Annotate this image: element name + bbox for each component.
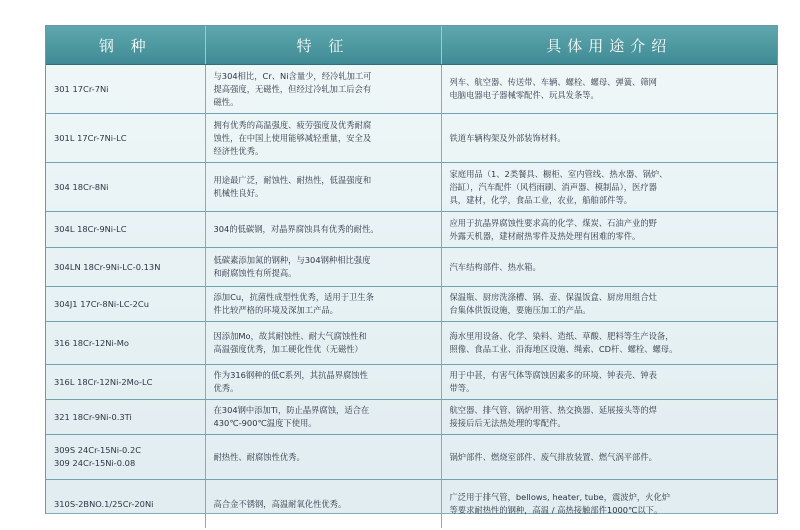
- uses-text: 具，建材，化学，食品工业，农业，船舶部件等。: [449, 194, 633, 205]
- uses-text: 铁道车辆构架及外部装饰材料。: [449, 132, 566, 143]
- features-text: 磁性。: [213, 96, 239, 107]
- header-uses: 具体用途介绍: [441, 26, 777, 65]
- features-cell: [205, 212, 441, 248]
- uses-text: 等要求耐热性的钢种，高温 / 高热接触部件1000℃以下。: [449, 505, 663, 515]
- table-row: [46, 248, 777, 287]
- grade-cell: [46, 114, 205, 163]
- uses-text: 用于中甚，有害气体等腐蚀因素多的环境、钟表壳、钟表: [449, 370, 657, 380]
- grade-text: 304 18Cr-8Ni: [54, 181, 109, 192]
- header-features: 特 征: [205, 26, 441, 65]
- grade-cell: [46, 248, 205, 287]
- uses-text: 海水里用设备、化学、染料、造纸、草酸、肥料等生产设备，: [449, 331, 674, 341]
- grade-text: 316 18Cr-12Ni-Mo: [54, 337, 129, 348]
- uses-cell: [441, 212, 777, 248]
- uses-cell: [441, 365, 777, 400]
- uses-cell: [441, 435, 777, 480]
- features-text: 用途最广泛，耐蚀性、耐热性，低温强度和: [213, 175, 372, 185]
- grade-text: 310S-2BNO.1/25Cr-20Ni: [54, 498, 154, 509]
- features-cell: [205, 480, 441, 529]
- uses-cell: [441, 480, 777, 529]
- uses-cell: [441, 322, 777, 365]
- grade-cell: [46, 287, 205, 322]
- features-text: 耐热性、耐腐蚀性优秀。: [213, 451, 305, 462]
- grade-text: 321 18Cr-9Ni-0.3Ti: [54, 411, 132, 422]
- features-cell: [205, 400, 441, 435]
- features-text: 因添加Mo，故其耐蚀性、耐大气腐蚀性和: [213, 331, 367, 341]
- features-cell: [205, 365, 441, 400]
- features-text: 低碳素添加氮的钢种，与304钢种相比强度: [213, 255, 371, 265]
- table-row: [46, 212, 777, 248]
- grade-cell: [46, 400, 205, 435]
- uses-text: 家庭用品（1、2类餐具、橱柜、室内管线、热水器、锅炉、: [449, 168, 668, 179]
- grade-cell: [46, 435, 205, 480]
- header-grade: 钢 种: [46, 26, 205, 65]
- grade-text: 316L 18Cr-12Ni-2Mo-LC: [54, 376, 153, 387]
- uses-text: 汽车结构部件、热水箱。: [449, 261, 541, 272]
- features-cell: [205, 65, 441, 114]
- features-text: 提高强度，无磁性，但经过冷轧加工后会有: [213, 83, 372, 94]
- grade-text: 304L 18Cr-9Ni-LC: [54, 224, 127, 234]
- uses-text: 应用于抗晶界腐蚀性要求高的化学、煤炭、石油产业的野: [449, 217, 657, 228]
- uses-text: 保温瓶、厨房洗涤槽、锅、壶、保温饭盒、厨房用组合灶: [449, 292, 657, 302]
- uses-text: 接接后后无法热处理的零配件。: [449, 418, 566, 428]
- uses-text: 电脑电器电子器械零配件、玩具发条等。: [449, 90, 599, 100]
- features-cell: [205, 287, 441, 322]
- uses-cell: [441, 114, 777, 163]
- features-cell: [205, 163, 441, 212]
- features-text: 作为316钢种的低C系列，其抗晶界腐蚀性: [213, 370, 368, 380]
- features-text: 拥有优秀的高温强度、疲劳强度及优秀耐腐: [213, 119, 372, 130]
- table-row: [46, 287, 777, 322]
- grade-cell: [46, 163, 205, 212]
- grade-text: 301 17Cr-7Ni: [54, 83, 109, 94]
- grade-text: 309S 24Cr-15Ni-0.2C: [54, 445, 142, 455]
- uses-text: 外露天机器，建材耐热零件及热处理有困难的零件。: [449, 230, 641, 241]
- table-row: [46, 400, 777, 435]
- grade-cell: [46, 365, 205, 400]
- grade-text: 309 24Cr-15Ni-0.08: [54, 458, 136, 468]
- uses-cell: [441, 287, 777, 322]
- table-row: [46, 65, 777, 114]
- features-text: 430℃-900℃温度下使用。: [213, 418, 317, 428]
- uses-text: 锅炉部件、燃烧室部件、废气排放装置、燃气涡平部件。: [449, 451, 657, 462]
- uses-cell: [441, 400, 777, 435]
- features-text: 高温强度优秀，加工硬化性优（无磁性）: [213, 344, 363, 354]
- features-text: 机械性良好。: [213, 188, 264, 198]
- table-row: [46, 114, 777, 163]
- features-text: 与304相比，Cr、Ni含量少，经冷轧加工可: [213, 70, 372, 81]
- uses-text: 照像、食品工业、沿海地区设施、绳索、CD杆、螺栓、螺母。: [449, 344, 678, 354]
- steel-grade-table: [46, 26, 777, 528]
- uses-text: 浴缸），汽车配件（风档雨刷、消声器、模制品），医疗器: [449, 181, 657, 192]
- features-text: 优秀。: [213, 383, 239, 393]
- uses-cell: [441, 248, 777, 287]
- uses-text: 列车、航空器、传送带、车辆、螺栓、螺母、弹簧、筛网: [449, 77, 657, 87]
- features-cell: [205, 322, 441, 365]
- features-text: 添加Cu，抗菌性成型性优秀，适用于卫生条: [213, 292, 374, 302]
- features-text: 蚀性，在中国上使用能够减轻重量，安全及: [213, 132, 372, 143]
- features-cell: [205, 248, 441, 287]
- grade-text: 301L 17Cr-7Ni-LC: [54, 132, 127, 143]
- features-text: 和耐腐蚀性有所提高。: [213, 268, 297, 278]
- features-text: 304的低碳钢，对晶界腐蚀具有优秀的耐性。: [213, 224, 379, 234]
- uses-text: 航空器、排气管、锅炉用管、热交换器、延展接头等的焊: [449, 405, 657, 415]
- uses-text: 带等。: [449, 383, 475, 393]
- features-text: 在304钢中添加Ti，防止晶界腐蚀，适合在: [213, 405, 370, 415]
- uses-cell: [441, 65, 777, 114]
- grade-text: 304J1 17Cr-8Ni-LC-2Cu: [54, 298, 149, 309]
- steel-spec-sheet: [45, 25, 778, 514]
- features-text: 经济性优秀。: [213, 145, 264, 156]
- table-row: [46, 480, 777, 529]
- grade-cell: [46, 65, 205, 114]
- uses-text: 广泛用于排气管，bellows, heater, tube，震波炉，火化炉: [449, 492, 671, 502]
- table-row: [46, 163, 777, 212]
- grade-cell: [46, 212, 205, 248]
- grade-cell: [46, 480, 205, 529]
- table-row: [46, 322, 777, 365]
- features-text: 高合金不锈钢，高温耐氧化性优秀。: [213, 498, 347, 509]
- uses-text: 台集体供饭设施，要施压加工的产品。: [449, 305, 591, 315]
- features-text: 件比较严格的环境及深加工产品。: [213, 305, 338, 315]
- table-row: [46, 365, 777, 400]
- table-row: [46, 435, 777, 480]
- table-header-row: [46, 26, 777, 65]
- grade-cell: [46, 322, 205, 365]
- features-cell: [205, 114, 441, 163]
- grade-text: 304LN 18Cr-9Ni-LC-0.13N: [54, 261, 161, 272]
- features-cell: [205, 435, 441, 480]
- uses-cell: [441, 163, 777, 212]
